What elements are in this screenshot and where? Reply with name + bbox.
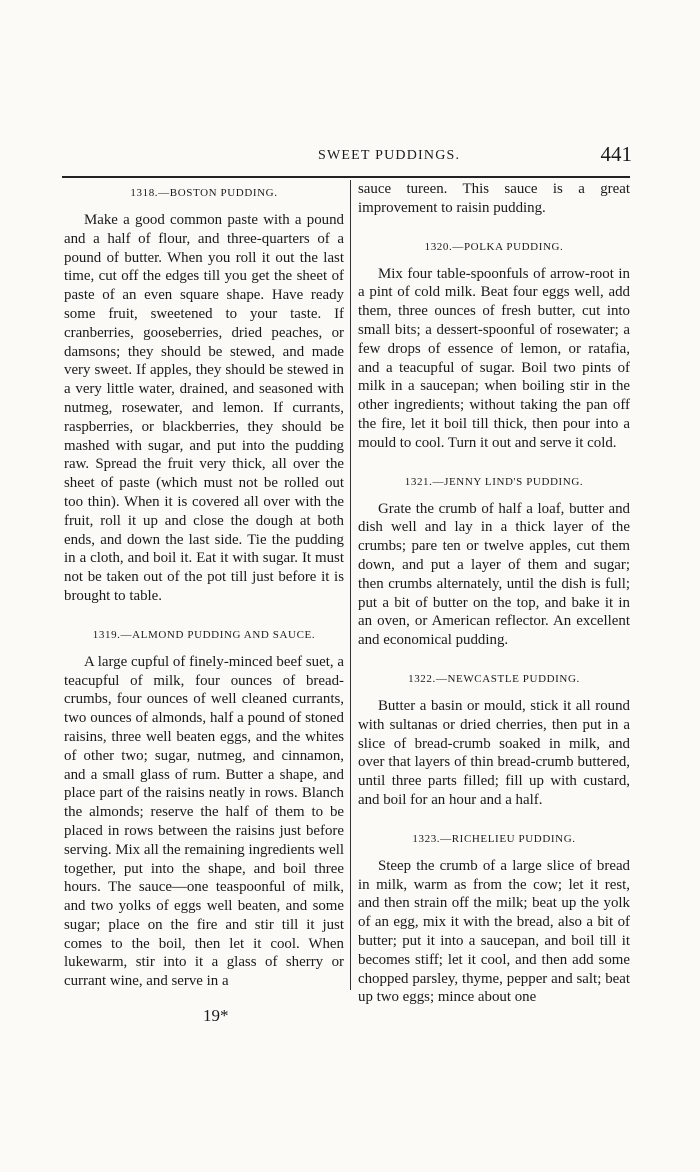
- recipe-body-1319: A large cupful of finely-minced beef suet, a teacupful of milk, four ounces of bread-crumbs, four ounces of well cleaned currants, two ounces of almonds, half a pound of stoned raisins, three well beaten eggs, and the whites of other two; sugar, nutmeg, and cinnamon, and a small glass of rum. Butter a shape, and place part of the raisins neatly in rows. Blanch the almonds; reserve the half of them to be placed in rows between the raisins just before serving. Mix all the remaining ingredients well together, put into the shape, and boil three hours. The sauce—one teaspoonful of milk, and two yolks of eggs well beaten, and some sugar; place on the fire and stir till it just comes to the boil, then let it cool. When lukewarm, stir into it a glass of sherry or currant wine, and serve in a: [64, 653, 344, 990]
- recipe-heading-1323: 1323.—RICHELIEU PUDDING.: [412, 832, 576, 845]
- recipe-heading-1321: 1321.—JENNY LIND'S PUDDING.: [404, 475, 584, 488]
- recipe-body-1323: Steep the crumb of a large slice of bread in milk, warm as from the cow; let it rest, and then strain off the milk; beat up the yolk of an egg, mix it with the bread, also a bit of butter; put it into a saucepan, and boil till it becomes stiff; let it cool, and then add some chopped parsley, thyme, pepper and salt; beat up two eggs; mince about one: [358, 857, 630, 1006]
- recipe-continuation: sauce tureen. This sauce is a great improvement to raisin pudding.: [358, 181, 630, 216]
- recipe-body-1321: Grate the crumb of half a loaf, butter and dish well and lay in a thick layer of the crumbs; pare ten or twelve apples, cut them down, and put a layer of them and sugar; then crumbs alternately, until the dish is full; put a bit of butter on the top, and bake it in an oven, or American reflector. An excellent and economical pudding.: [358, 500, 630, 649]
- recipe-heading-1320: 1320.—POLKA PUDDING.: [424, 240, 564, 253]
- recipe-heading-1318: 1318.—BOSTON PUDDING.: [130, 187, 278, 199]
- recipe-heading-1319: 1319.—ALMOND PUDDING AND SAUCE.: [92, 628, 316, 641]
- header-rule: [62, 176, 630, 178]
- left-column: [64, 180, 344, 991]
- recipe-body-1318: Make a good common paste with a pound and a half of flour, and three-quarters of a pound of butter. When you roll it out the last time, cut off the edges till you get the sheet of paste of an even square shape. Have ready some fruit, sweetened to your taste. If cranberries, gooseberries, dried peaches, or damsons; they should be stewed, and made very sweet. If apples, they should be stewed in a very little water, drained, and seasoned with nutmeg, rosewater, and lemon. If currants, raspberries, or blackberries, they should be mashed with sugar, and put into the pudding raw. Spread the fruit very thick, all over the sheet of paste (which must not be rolled out too thin). When it is covered all over with the fruit, roll it up and close the dough at both ends, and down the last side. Tie the pudding in a cloth, and boil it. Eat it with sugar. It must not be taken out of the pot till just before it is brought to table.: [64, 212, 344, 604]
- signature-mark: 19*: [203, 1006, 229, 1025]
- running-title: SWEET PUDDINGS.: [318, 148, 461, 163]
- right-column: [358, 180, 630, 1007]
- recipe-body-1322: Butter a basin or mould, stick it all round with sultanas or dried cherries, then put in a slice of bread-crumb soaked in milk, and over that layers of thin bread-crumb buttered, until three parts filled; fill up with custard, and boil for an hour and a half.: [358, 697, 630, 808]
- page-number: 441: [600, 142, 632, 166]
- running-header: [60, 142, 632, 172]
- column-divider: [350, 180, 351, 990]
- recipe-body-1320: Mix four table-spoonfuls of arrow-root in a pint of cold milk. Beat four eggs well, add them, three ounces of fresh butter, cut into small bits; a dessert-spoonful of rosewater; a few drops of essence of lemon, or ratafia, and a teacupful of sugar. Boil two pints of milk in a saucepan; when boiling stir in the other ingredients; without taking the pan off the fire, let it boil till thick, then pour into a mould to cool. Turn it out and serve it cold.: [358, 265, 630, 451]
- recipe-heading-1322: 1322.—NEWCASTLE PUDDING.: [408, 672, 580, 685]
